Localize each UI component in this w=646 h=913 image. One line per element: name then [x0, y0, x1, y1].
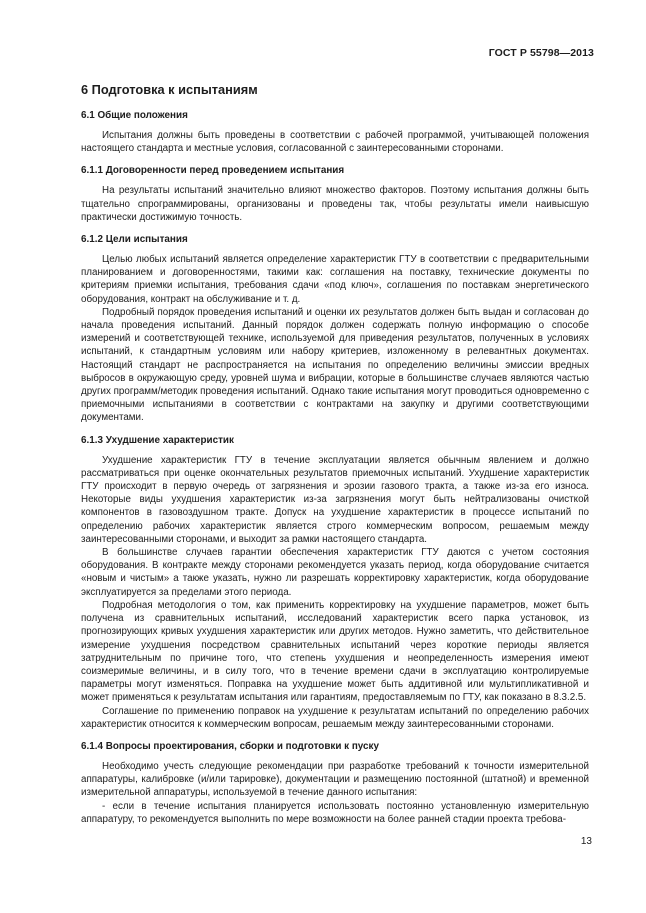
paragraph: Подробная методология о том, как применить корректировку на ухудшение параметров, может быть получена из сравнительных испытаний, исследований характеристик всего парка установок, из прогнозирующих кривых ухудшения характеристик или других методов. Нужно заметить, что действительное измерение ухудшения посредством сравнительных испытаний через короткие периоды является затруднительным по причине того, что степень ухудшения и неопределенность измерения имеют соизмеримые величины, и в силу того, что в течение времени сдачи в эксплуатацию контролируемые параметры могут изменяться. Поправка на ухудшение может быть аддитивной или мультипликативной и может применяться к результатам испытания или гарантиям, предоставляемым по ГТУ, как показано в 8.3.2.5. — [81, 599, 589, 704]
paragraph: Подробный порядок проведения испытаний и оценки их результатов должен быть выдан и согласован до начала проведения испытаний. Данный порядок должен содержать полную информацию о способе измерений и соответствующей технике, используемой для приведения результатов, полученных в условиях испытаний, к стандартным условиям или набору критериев, изложенному в релевантных документах. Настоящий стандарт не распространяется на испытания по определению величины эмиссии вредных выбросов в окружающую среду, уровней шума и вибрации, которые в большинстве случаев являются частью других программ/методик проведения испытаний. Однако такие испытания могут проводиться одновременно с приемочными испытаниями в соответствии с контрактами на закупку и другими соответствующими документами. — [81, 306, 589, 424]
page-content — [81, 82, 589, 826]
page-number: 13 — [580, 836, 592, 847]
paragraph: Ухудшение характеристик ГТУ в течение эксплуатации является обычным явлением и должно рассматриваться при оценке окончательных результатов приемочных испытаний. Ухудшение характеристик ГТУ происходит в первую очередь от загрязнения и эрозии газового тракта, а также из-за его износа. Некоторые виды ухудшения характеристик из-за загрязнения могут быть нейтрализованы очисткой компонентов в газовоздушном тракте. Допуск на ухудшение характеристик в процессе испытаний по определению рабочих характеристик является строго коммерческим вопросом, решаемым между заинтересованными сторонами, и выходит за рамки настоящего стандарта. — [81, 454, 589, 545]
paragraph: Соглашение по применению поправок на ухудшение к результатам испытаний по определению рабочих характеристик относится к коммерческим вопросам, решаемым между заинтересованными сторонами. — [81, 705, 589, 730]
subsection-title-6-1: 6.1 Общие положения — [81, 110, 188, 121]
paragraph: Необходимо учесть следующие рекомендации при разработке требований к точности измерительной аппаратуры, калибровке (и/или тарировке), документации и размещению постоянной (штатной) и временной измерительной аппаратуры, используемой в течение данного испытания: — [81, 760, 589, 799]
section-title: 6 Подготовка к испытаниям — [81, 82, 258, 97]
paragraph: Целью любых испытаний является определение характеристик ГТУ в соответствии с предварительными планированием и договоренностями, такими как: соглашения на поставку, технические документы по критериям приемки испытания, требования сдачи «под ключ», соглашения по поставкам энергетического оборудования, контракт на обслуживание и т. д. — [81, 254, 589, 305]
subsection-title-6-1-2: 6.1.2 Цели испытания — [81, 234, 188, 246]
paragraph: Испытания должны быть проведены в соответствии с рабочей программой, учитывающей положения настоящего стандарта и местные условия, согласованной с заинтересованными сторонами. — [81, 130, 589, 155]
paragraph: В большинстве случаев гарантии обеспечения характеристик ГТУ даются с учетом состояния оборудования. В контракте между сторонами рекомендуется указать период, когда оборудование считается «новым и чистым» а также указать, нужно ли разрешать корректировку характеристик, когда оборудование эксплуатируется за пределами этого периода. — [81, 547, 589, 598]
document-code: ГОСТ Р 55798—2013 — [488, 47, 594, 59]
subsection-title-6-1-3: 6.1.3 Ухудшение характеристик — [81, 434, 234, 446]
list-item: - если в течение испытания планируется использовать постоянно установленную измерительную аппаратуру, то рекомендуется выполнить по мере возможности на более ранней стадии проекта требова- — [81, 800, 589, 825]
subsection-title-6-1-1: 6.1.1 Договоренности перед проведением испытания — [81, 165, 345, 177]
subsection-title-6-1-4: 6.1.4 Вопросы проектирования, сборки и подготовки к пуску — [81, 740, 379, 752]
paragraph: На результаты испытаний значительно влияют множество факторов. Поэтому испытания должны быть тщательно спрограммированы, организованы и проведены так, чтобы результаты имели наивысшую практически достижимую точность. — [81, 185, 589, 223]
